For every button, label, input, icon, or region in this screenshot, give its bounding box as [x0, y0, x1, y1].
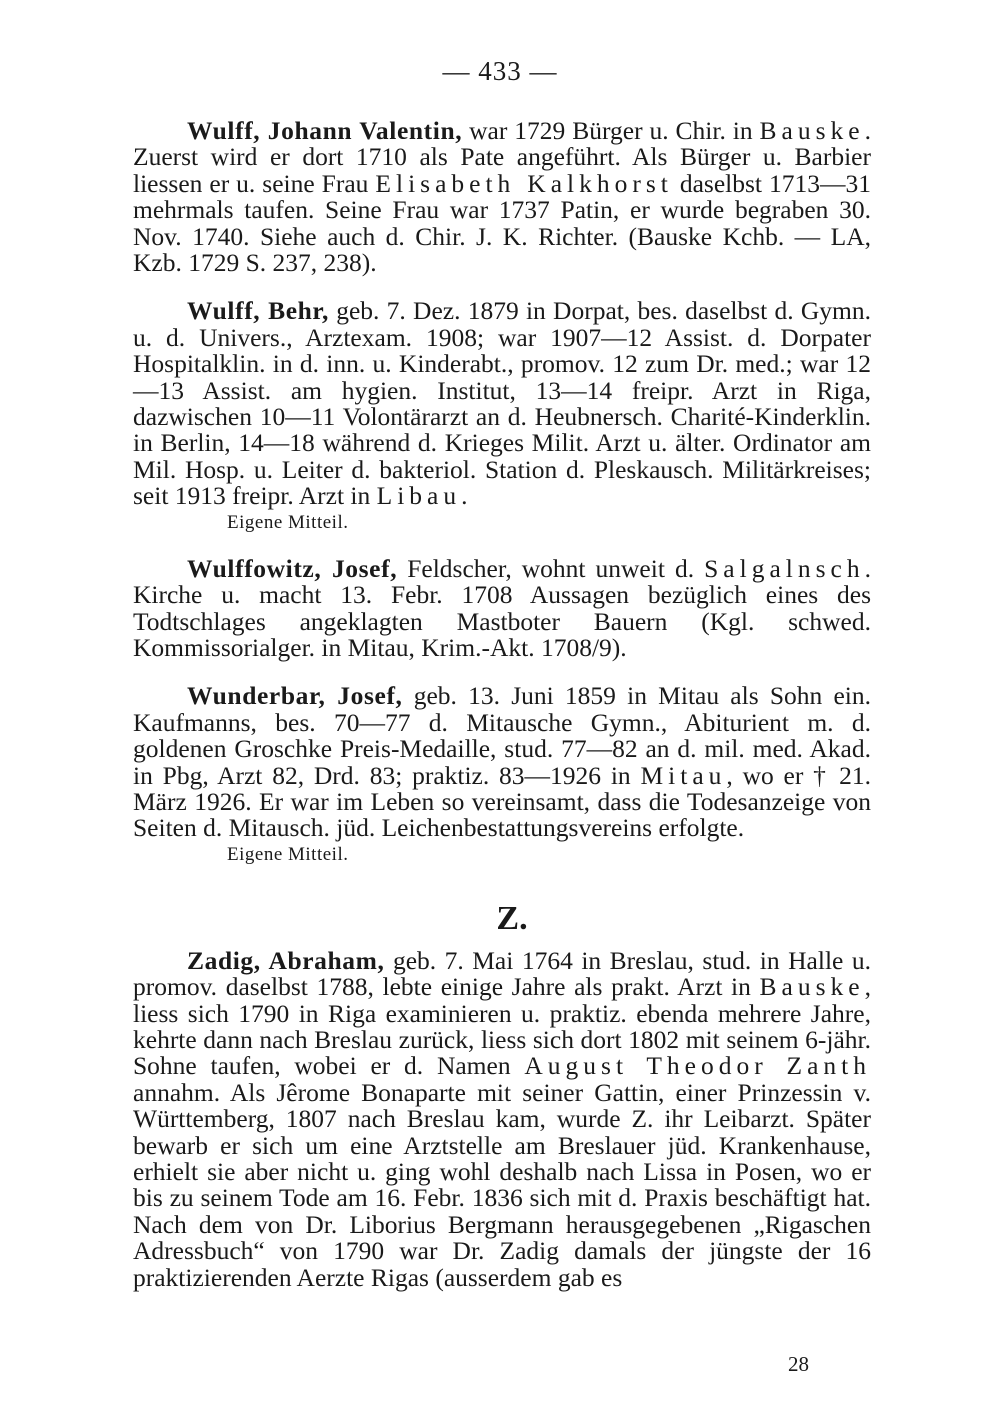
- entry-text: geb. 7. Dez. 1879 in Dorpat, bes. daselbst d. Gymn. u. d. Univers., Arztexam. 1908; war 1907—12 Assist. d. Dorpater Hospitalklin. in d. inn. u. Kinderabt., promov. 12 zum Dr. med.; war 12—13 Assist. am hygien. Institut, 13—14 freipr. Arzt in Riga, dazwischen 10—11 Volontärarzt an d. Heubnersch. Charité-Kinderklin. in Berlin, 14—18 während d. Krieges Milit. Arzt u. älter. Ordinator am Mil. Hosp. u. Leiter d. bakteriol. Station d. Pleskausch. Militärkreises; seit 1913 freipr. Arzt in: [133, 296, 871, 511]
- entry-text: . Kirche u. macht 13. Febr. 1708 Aussagen bezüglich eines des Todtschlages angeklagten Mastboter Bauern (Kgl. schwed. Kommissorialger. in Mitau, Krim.-Akt. 1708/9).: [133, 553, 871, 662]
- spaced-person-name: August Theodor Zanth: [524, 1051, 871, 1081]
- spaced-place-name: Libau: [376, 481, 462, 511]
- entry-text: war 1729 Bürger u. Chir. in: [462, 116, 760, 145]
- entry-name: Zadig, Abraham,: [187, 945, 385, 975]
- spaced-place-name: Mitau: [640, 760, 727, 790]
- entry-text: .: [461, 481, 468, 511]
- entry-wulff-johann-valentin: [133, 118, 871, 276]
- section-heading: Z.: [496, 899, 528, 937]
- page-number: — 433 —: [442, 56, 558, 86]
- entry-text: geb. 13. Juni 1859 in Mitau als Sohn ein. Kaufmanns, bes. 70—77 d. Mitausche Gymn., Abiturient m. d. goldenen Groschke Preis-Medaille, stud. 77—82 an d. mil. med. Akad. in Pbg, Arzt 82, Drd. 83; praktiz. 83—1926 in: [133, 681, 871, 790]
- spaced-place-name: Bauske: [759, 972, 865, 1002]
- entry-text: , wo er † 21. März 1926. Er war im Leben so vereinsamt, dass die Todesanzeige von Seiten d. Mitausch. jüd. Leichenbestattungsvereins erfolgte.: [133, 760, 871, 843]
- entry-name: Wulffowitz, Josef,: [187, 553, 398, 583]
- entry-name: Wulff, Johann Valentin,: [187, 116, 463, 145]
- printer-signature-mark: 28: [788, 1352, 809, 1376]
- spaced-person-name: Elisabeth Kalkhorst: [375, 168, 673, 198]
- entry-source: Eigene Mitteil.: [227, 511, 349, 533]
- entry-name: Wunderbar, Josef,: [187, 681, 403, 711]
- entry-wulff-behr: [133, 298, 871, 509]
- entry-text: daselbst 1713—31 mehrmals taufen. Seine Frau war 1737 Patin, er wurde begraben 30. Nov. 1740. Siehe auch d. Chir. J. K. Richter. (Bauske Kchb. — LA, Kzb. 1729 S. 237, 238).: [133, 168, 871, 278]
- page-content: [133, 118, 871, 1291]
- entry-source: Eigene Mitteil.: [227, 843, 349, 865]
- entry-text: Feldscher, wohnt unweit d.: [397, 553, 705, 583]
- entry-text: annahm. Als Jêrome Bonaparte mit seiner Gattin, einer Prinzessin v. Württemberg, 1807 nach Breslau kam, wurde Z. ihr Leibarzt. Später bewarb er sich um eine Arztstelle am Breslauer jüd. Krankenhause, erhielt sie aber nicht u. ging wohl deshalb nach Lissa in Posen, wo er bis zu seinem Tode am 16. Febr. 1836 sich mit d. Praxis beschäftigt hat. Nach dem von Dr. Liborius Bergmann herausgegebenen „Rigaschen Adressbuch“ von 1790 war Dr. Zadig damals der jüngste der 16 praktizierenden Aerzte Rigas (ausserdem gab es: [133, 1077, 871, 1292]
- spaced-place-name: Salgalnsch: [704, 553, 865, 583]
- entry-text: . Zuerst wird er dort 1710 als Pate angeführt. Als Bürger u. Barbier liessen er u. seine Frau: [133, 116, 871, 198]
- spaced-place-name: Bauske: [759, 116, 865, 145]
- entry-wunderbar-josef: [133, 683, 871, 841]
- entry-zadig-abraham: [133, 945, 871, 1292]
- entry-text: geb. 7. Mai 1764 in Breslau, stud. in Halle u. promov. daselbst 1788, lebte einige Jahre als prakt. Arzt in: [133, 945, 871, 1002]
- entry-wulffowitz-josef: [133, 553, 871, 662]
- entry-name: Wulff, Behr,: [187, 296, 329, 326]
- entry-text: , liess sich 1790 in Riga examinieren u. praktiz. ebenda mehrere Jahre, kehrte dann nach Breslau zurück, liess sich dort 1802 mit seinem 6-jähr. Sohne taufen, wobei er d. Namen: [133, 972, 871, 1081]
